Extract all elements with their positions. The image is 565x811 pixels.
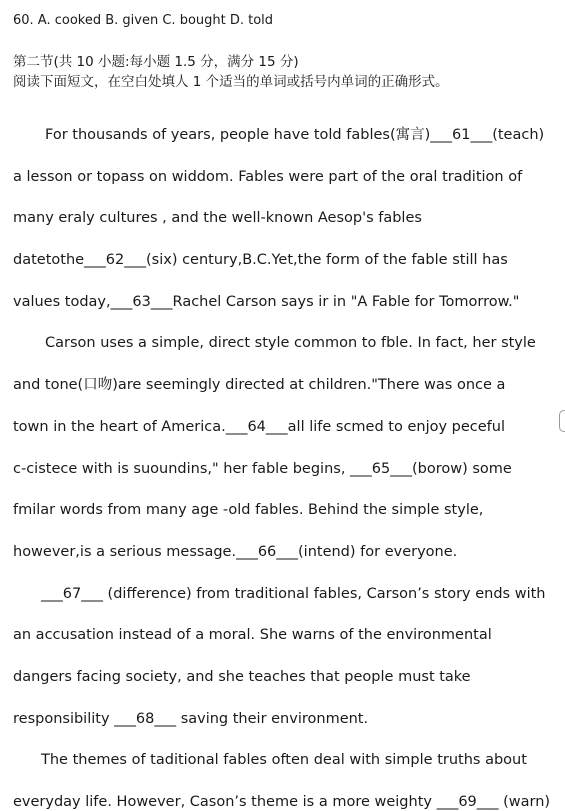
passage-line: ___67___ (difference) from traditional fables, Carson’s story ends with	[41, 585, 546, 602]
passage-line: a lesson or topass on widdom. Fables were part of the oral tradition of	[13, 168, 523, 185]
passage-line: dangers facing society, and she teaches that people must take	[13, 668, 471, 685]
passage-line: and tone(口吻)are seemingly directed at children."There was once a	[13, 377, 506, 394]
passage-line: For thousands of years, people have told fables(寓言)___61___(teach)	[45, 127, 545, 143]
passage-line: The themes of taditional fables often deal with simple truths about	[41, 752, 527, 769]
section-header	[13, 52, 449, 92]
scroll-edge-marker	[559, 410, 565, 432]
section-title: 第二节(共 10 小题:每小题 1.5 分，满分 15 分)	[13, 54, 299, 70]
passage-line: however,is a serious message.___66___(intend) for everyone.	[13, 543, 458, 560]
passage-line: datetothe___62___(six) century,B.C.Yet,the form of the fable still has	[13, 252, 508, 269]
section-instruction: 阅读下面短文，在空白处填人 1 个适当的单词或括号内单词的正确形式。	[13, 74, 449, 90]
question-60-options: 60. A. cooked B. given C. bought D. told	[13, 13, 274, 28]
passage-line: responsibility ___68___ saving their environment.	[13, 710, 369, 727]
passage-line: fmilar words from many age -old fables. Behind the simple style,	[13, 502, 484, 519]
passage-line: Carson uses a simple, direct style common to fble. In fact, her style	[45, 335, 536, 352]
passage-line: values today,___63___Rachel Carson says ir in "A Fable for Tomorrow."	[13, 293, 520, 310]
passage-line: town in the heart of America.___64___all life scmed to enjoy peceful	[13, 418, 505, 435]
passage-line: many eraly cultures , and the well-known Aesop's fables	[13, 210, 422, 227]
passage-line: an accusation instead of a moral. She warns of the environmental	[13, 627, 492, 644]
passage	[13, 124, 558, 811]
passage-line: c-cistece with is suoundins," her fable begins, ___65___(borow) some	[13, 460, 512, 477]
passage-line: everyday life. However, Cason’s theme is a more weighty ___69___ (warn)	[13, 794, 551, 810]
